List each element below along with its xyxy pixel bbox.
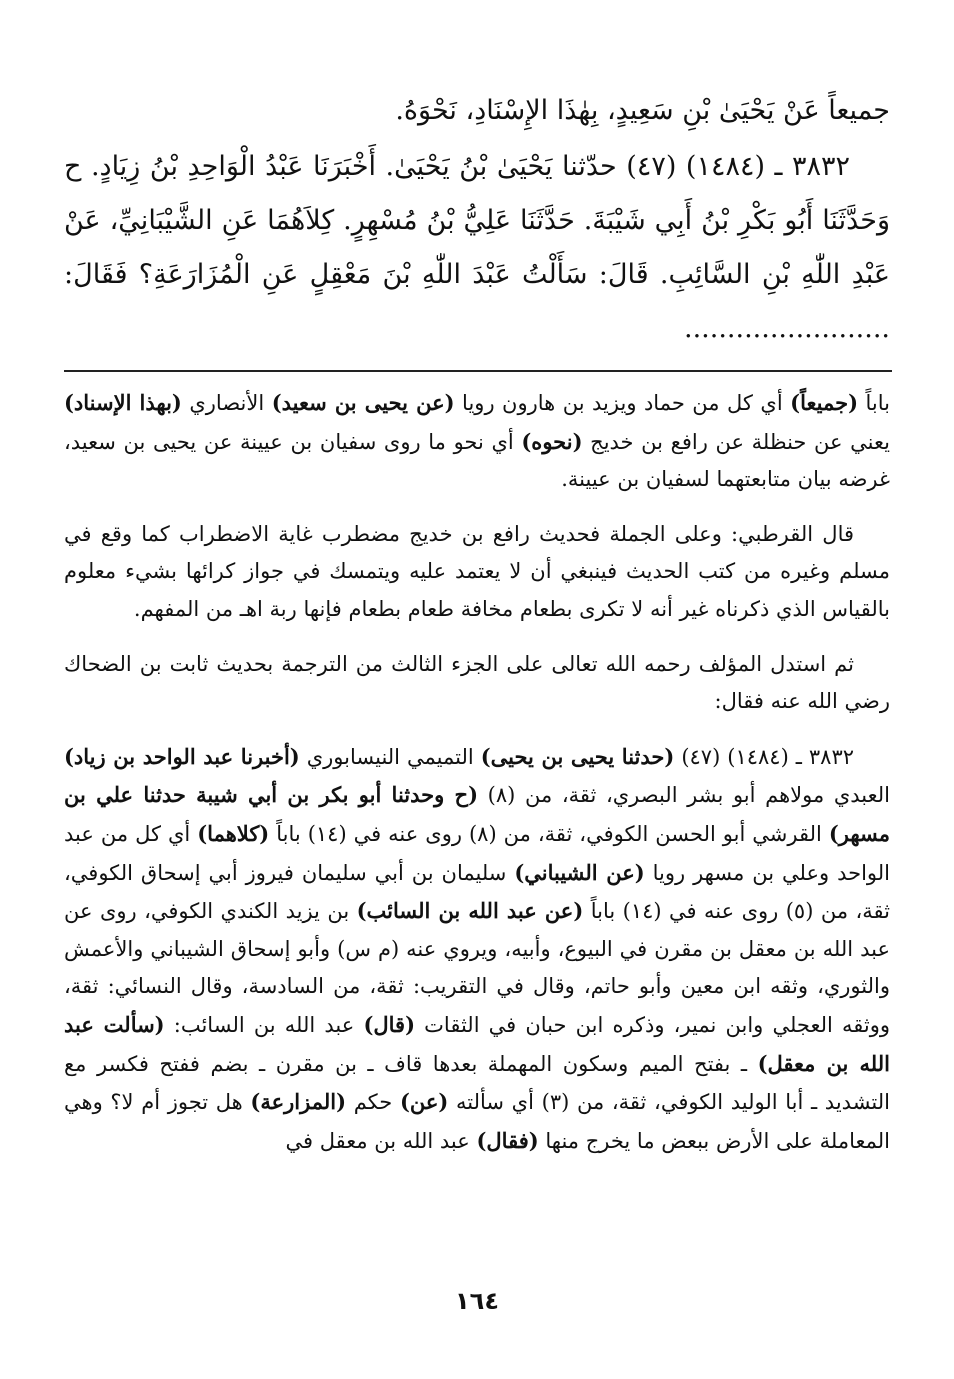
commentary-text: ـ بفتح الميم وسكون المهملة بعدها قاف ـ بن مقرن ـ بضم ففتح فكسر مع التشديد ـ أبا الوليد الكوفي، ثقة، من (٣) أي سألته	[64, 1051, 891, 1115]
footnote-divider	[64, 370, 892, 372]
commentary-text: هل تجوز أم لا؟ وهي المعاملة على الأرض ببعض ما يخرج منها	[64, 1090, 890, 1153]
bold-quoted-term: (نحوه)	[521, 428, 583, 454]
bold-quoted-term: (كلاهما)	[197, 820, 270, 846]
matn-continuation: جميعاً عَنْ يَحْيَىٰ بْنِ سَعِيدٍ، بِهٰذَا الإِسْنَادِ، نَحْوَهُ.	[395, 95, 890, 126]
bold-quoted-term: (عن)	[399, 1089, 449, 1115]
commentary-text: بن يزيد الكندي الكوفي، روى عن عبد الله بن معقل بن مقرن في البيوع، وأبيه، ويروي عنه (م س) وأبو إسحاق الشيباني والأعمش والثوري، وثقه ابن معين وأبو حاتم، وقال في التقريب: ثقة، من السادسة، وقال النسائي: ثقة، ووثقه العجلي وابن نمير، وذكره ابن حبان في الثقات	[64, 899, 890, 1037]
commentary-text: العبدي مولاهم أبو بشر البصري، ثقة، من (٨)	[478, 783, 891, 808]
commentary-text: أي نحو ما روى سفيان بن عيينة عن يحيى بن سعيد، غرضه بيان متابعتهما لسفيان بن عيينة.	[64, 429, 890, 492]
commentary-paragraph-1	[64, 384, 890, 499]
commentary-paragraph-2: قال القرطبي: وعلى الجملة فحديث رافع بن خديج مضطرب غاية الاضطراب كما وقع في مسلم وغيره من كتب الحديث فينبغي أن لا يعتمد عليه ويتمسك في جواز كرائها بشيء معلوم بالقياس الذي ذكرناه غير أنه لا تكرى بطعام مخافة طعام بطعام فإنها ربة اهـ من المفهم.	[64, 521, 891, 621]
commentary-text: باباً	[858, 391, 890, 415]
commentary-text: التميمي النيسابوري	[299, 744, 481, 769]
bold-quoted-term: (سألت عبد الله بن معقل)	[64, 1011, 890, 1076]
page-number: ١٦٤	[455, 1287, 499, 1315]
bold-quoted-term: (عن يحيى بن سعيد)	[271, 390, 455, 415]
bold-quoted-term: (عن عبد الله بن السائب)	[356, 898, 584, 924]
commentary-text: الأنصاري	[181, 391, 272, 415]
commentary-text: سليمان بن أبي سليمان فيروز أبي إسحاق الكوفي، ثقة، من (٥) روى عنه في (١٤) باباً	[64, 860, 891, 924]
commentary-paragraph-3: ثم استدل المؤلف رحمه الله تعالى على الجزء الثالث من الترجمة بحديث ثابت بن الضحاك رضي الله عنه فقال:	[64, 651, 890, 714]
bold-quoted-term: (قال)	[363, 1011, 416, 1037]
commentary-text: عبد الله بن معقل في	[285, 1128, 477, 1153]
bold-quoted-term: (أخبرنا عبد الواحد بن زياد)	[64, 743, 300, 769]
bold-quoted-term: (بهذا الإسناد)	[64, 390, 182, 415]
commentary-text: أي كل من حماد ويزيد بن هارون رويا	[454, 391, 791, 415]
bold-quoted-term: (حدثنا يحيى بن يحيى)	[480, 743, 675, 769]
commentary-text: القرشي أبو الحسن الكوفي، ثقة، من (٨) روى عنه في (١٤) باباً	[269, 821, 829, 846]
commentary-text: يعني عن حنظلة عن رافع بن خديج	[582, 429, 890, 454]
commentary-text: أي كل من عبد الواحد وعلي بن مسهر رويا	[64, 821, 891, 885]
bold-quoted-term: (عن الشيباني)	[514, 859, 645, 885]
bold-quoted-term: (جميعاً)	[790, 390, 859, 415]
hadith-text-block	[64, 84, 890, 356]
commentary-text: حكم	[346, 1090, 400, 1115]
bold-quoted-term: (ح وحدثنا أبو بكر بن أبي شيبة حدثنا علي بن مسهر)	[64, 782, 890, 846]
hadith-matn: ٣٨٣٢ ـ (١٤٨٤) (٤٧) حدّثنا يَحْيَىٰ بْنُ يَحْيَىٰ. أَخْبَرَنَا عَبْدُ الْوَاحِدِ بْنُ زِيَادٍ. ح وَحَدَّثَنَا أَبُو بَكْرِ بْنُ أَبِي شَيْبَةَ. حَدَّثَنَا عَلِيُّ بْنُ مُسْهِرٍ. كِلاَهُمَا عَنِ الشَّيْبَانِيِّ، عَنْ عَبْدِ اللّٰهِ بْنِ السَّائِبِ. قَالَ: سَأَلْتُ عَبْدَ اللّٰهِ بْنَ مَعْقِلٍ عَنِ الْمُزَارَعَةِ؟ فَقَالَ: ........................	[64, 151, 890, 344]
commentary-text: ٣٨٣٢ ـ (١٤٨٤) (٤٧)	[674, 744, 855, 769]
bold-quoted-term: (المزارعة)	[250, 1089, 347, 1115]
bold-quoted-term: (فقال)	[476, 1127, 539, 1153]
commentary-paragraph-4	[64, 738, 890, 1161]
commentary-block	[64, 384, 890, 1160]
commentary-text: عبد الله بن السائب:	[164, 1012, 364, 1037]
